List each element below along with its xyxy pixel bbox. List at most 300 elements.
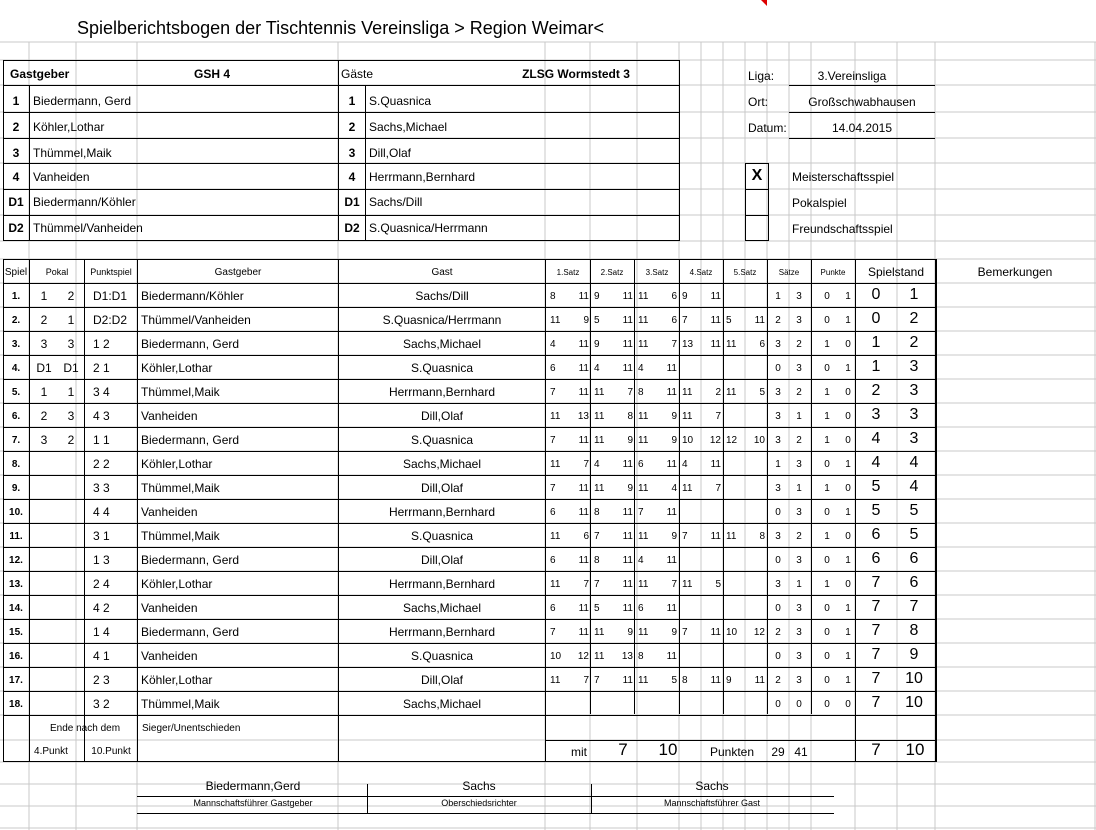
- spielstand-home: 7: [871, 622, 881, 639]
- set-score-away: 11: [622, 291, 633, 302]
- sieger-label: Sieger/Unentschieden: [142, 723, 241, 734]
- punktspiel: 3 3: [93, 481, 110, 495]
- spielstand-home: 7: [871, 574, 881, 591]
- spielstand-away: 1: [909, 286, 919, 303]
- game-away-player: Herrmann,Bernhard: [388, 505, 496, 519]
- away-team-name: ZLSG Wormstedt 3: [522, 67, 630, 81]
- away-player-number: 1: [348, 94, 356, 108]
- match-type-label: Meisterschaftsspiel: [792, 170, 895, 184]
- punkte-home: 1: [824, 579, 830, 590]
- set-score-away: 7: [583, 675, 589, 686]
- punkte-away: 1: [845, 627, 851, 638]
- game-home-player: Köhler,Lothar: [141, 673, 213, 687]
- punkte-home: 0: [824, 675, 830, 686]
- header-spielstand: Spielstand: [867, 265, 925, 279]
- match-type-mark: X: [751, 167, 763, 184]
- set-score-away: 4: [671, 483, 677, 494]
- away-player-name: S.Quasnica/Herrmann: [369, 221, 488, 235]
- saetze-away: 1: [796, 483, 802, 494]
- set-score-home: 7: [638, 507, 644, 518]
- spielstand-away: 10: [905, 694, 923, 711]
- set-score-away: 6: [671, 291, 677, 302]
- game-away-player: S.Quasnica/Herrmann: [382, 313, 502, 327]
- game-home-player: Biedermann, Gerd: [141, 433, 240, 447]
- set-score-away: 8: [627, 411, 633, 422]
- mit-away-score: 10: [658, 740, 678, 759]
- punktspiel: 2 4: [93, 577, 110, 591]
- saetze-home: 0: [775, 651, 781, 662]
- punktspiel: 2 3: [93, 673, 110, 687]
- spielstand-away: 5: [909, 502, 919, 519]
- punkte-away: 1: [845, 651, 851, 662]
- home-player-name: Biedermann/Köhler: [33, 195, 136, 209]
- set-score-away: 11: [666, 387, 677, 398]
- home-player-name: Vanheiden: [33, 170, 90, 184]
- spielstand-away: 6: [909, 550, 919, 567]
- set-score-away: 11: [622, 315, 633, 326]
- pokal-home: 3: [40, 433, 48, 447]
- set-score-home: 8: [550, 291, 556, 302]
- spielstand-home: 4: [871, 430, 881, 447]
- game-number: 7.: [11, 435, 21, 446]
- spielstand-away: 8: [909, 622, 919, 639]
- set-score-away: 11: [578, 363, 589, 374]
- game-number: 13.: [9, 579, 23, 590]
- set-score-home: 11: [638, 411, 649, 422]
- game-away-player: Herrmann,Bernhard: [388, 577, 496, 591]
- punkte-home: 1: [824, 411, 830, 422]
- spielstand-home: 5: [871, 502, 881, 519]
- spielstand-home: 3: [871, 406, 881, 423]
- punkte-away: 1: [845, 315, 851, 326]
- header-gastgeber: Gastgeber: [214, 267, 262, 278]
- final-score-home: 7: [871, 740, 881, 759]
- punkte-home: 0: [824, 699, 830, 710]
- set-score-away: 11: [622, 507, 633, 518]
- set-score-away: 11: [666, 507, 677, 518]
- game-number: 15.: [9, 627, 23, 638]
- set-score-home: 13: [682, 339, 694, 350]
- set-score-home: 11: [682, 387, 693, 398]
- set-score-home: 11: [682, 579, 693, 590]
- home-player-number: 4: [12, 170, 20, 184]
- away-player-number: D1: [344, 195, 360, 209]
- set-score-away: 5: [715, 579, 721, 590]
- pokal-home: 1: [40, 385, 48, 399]
- punktspiel: D2:D2: [93, 313, 128, 327]
- set-score-away: 11: [622, 675, 633, 686]
- set-score-home: 4: [682, 459, 688, 470]
- saetze-total-home: 29: [771, 745, 785, 759]
- game-number: 8.: [11, 459, 21, 470]
- set-score-away: 11: [710, 459, 721, 470]
- set-score-away: 11: [754, 675, 765, 686]
- pokal-home: 2: [40, 409, 48, 423]
- set-score-away: 9: [671, 531, 677, 542]
- set-score-home: 11: [726, 339, 737, 350]
- pokal-home: 3: [40, 337, 48, 351]
- saetze-away: 3: [796, 675, 802, 686]
- set-score-home: 7: [550, 627, 556, 638]
- set-score-away: 11: [622, 531, 633, 542]
- saetze-home: 0: [775, 555, 781, 566]
- set-score-home: 6: [638, 459, 644, 470]
- header-saetze: Sätze: [778, 268, 800, 277]
- set-score-home: 8: [594, 507, 600, 518]
- home-player-number: 1: [12, 94, 20, 108]
- set-score-home: 11: [682, 411, 693, 422]
- spielstand-away: 3: [909, 358, 919, 375]
- spielstand-away: 3: [909, 382, 919, 399]
- pokal-away: 2: [67, 433, 75, 447]
- saetze-total-away: 41: [794, 745, 808, 759]
- set-score-home: 11: [594, 411, 605, 422]
- spielstand-away: 2: [909, 310, 919, 327]
- game-number: 10.: [9, 507, 23, 518]
- match-type-label: Pokalspiel: [792, 196, 847, 210]
- set-score-away: 11: [666, 603, 677, 614]
- cell-marker-icon: [761, 0, 767, 6]
- saetze-home: 3: [775, 411, 781, 422]
- saetze-home: 0: [775, 507, 781, 518]
- spielstand-away: 9: [909, 646, 919, 663]
- punkte-home: 0: [824, 291, 830, 302]
- saetze-home: 3: [775, 531, 781, 542]
- set-score-home: 11: [594, 387, 605, 398]
- game-away-player: S.Quasnica: [410, 649, 474, 663]
- game-away-player: Herrmann,Bernhard: [388, 385, 496, 399]
- punkte-away: 0: [845, 339, 851, 350]
- final-score-away: 10: [905, 740, 925, 759]
- saetze-away: 3: [796, 315, 802, 326]
- spielstand-away: 4: [909, 454, 919, 471]
- game-number: 6.: [11, 411, 21, 422]
- game-home-player: Thümmel,Maik: [141, 529, 220, 543]
- set-score-away: 11: [666, 363, 677, 374]
- set-score-home: 4: [638, 555, 644, 566]
- match-type-label: Freundschaftsspiel: [792, 222, 893, 236]
- game-away-player: Dill,Olaf: [420, 553, 464, 567]
- set-score-away: 11: [666, 459, 677, 470]
- datum-value: 14.04.2015: [831, 121, 893, 135]
- pokal-home: 1: [40, 289, 48, 303]
- saetze-home: 3: [775, 339, 781, 350]
- home-player-number: D1: [8, 195, 24, 209]
- game-home-player: Vanheiden: [141, 505, 198, 519]
- spielstand-away: 10: [905, 670, 923, 687]
- set-score-away: 11: [622, 603, 633, 614]
- game-away-player: S.Quasnica: [410, 433, 474, 447]
- punktspiel: D1:D1: [93, 289, 128, 303]
- game-away-player: Dill,Olaf: [420, 481, 464, 495]
- set-score-home: 6: [550, 363, 556, 374]
- signature-role: Mannschaftsführer Gast: [663, 798, 761, 808]
- game-home-player: Köhler,Lothar: [141, 577, 213, 591]
- set-score-away: 11: [578, 555, 589, 566]
- set-score-home: 7: [550, 387, 556, 398]
- punkte-away: 1: [845, 675, 851, 686]
- punktspiel: 2 1: [93, 361, 110, 375]
- set-score-away: 9: [671, 411, 677, 422]
- set-score-home: 7: [682, 531, 688, 542]
- punkte-away: 1: [845, 603, 851, 614]
- set-score-away: 11: [710, 291, 721, 302]
- set-score-away: 11: [578, 339, 589, 350]
- game-away-player: Dill,Olaf: [420, 673, 464, 687]
- spielstand-home: 7: [871, 646, 881, 663]
- set-score-away: 11: [666, 651, 677, 662]
- punkten-label: Punkten: [710, 745, 755, 759]
- saetze-away: 3: [796, 627, 802, 638]
- game-home-player: Thümmel,Maik: [141, 385, 220, 399]
- set-score-away: 13: [621, 651, 633, 662]
- pokal-away: 2: [67, 289, 75, 303]
- set-score-away: 11: [578, 387, 589, 398]
- mit-home-score: 7: [618, 740, 628, 759]
- set-score-home: 11: [638, 675, 649, 686]
- punktspiel: 4 2: [93, 601, 110, 615]
- set-score-home: 4: [550, 339, 556, 350]
- game-away-player: S.Quasnica: [410, 529, 474, 543]
- punkt-10-label: 10.Punkt: [91, 746, 131, 757]
- set-score-away: 11: [622, 363, 633, 374]
- saetze-home: 3: [775, 579, 781, 590]
- game-home-player: Köhler,Lothar: [141, 361, 213, 375]
- header-satz-2: 2.Satz: [600, 268, 624, 277]
- set-score-away: 11: [578, 507, 589, 518]
- home-team-name: GSH 4: [193, 67, 231, 81]
- signature-name: Sachs: [695, 779, 729, 793]
- set-score-home: 7: [550, 483, 556, 494]
- spielstand-away: 3: [909, 430, 919, 447]
- spielstand-away: 3: [909, 406, 919, 423]
- spielstand-home: 0: [871, 286, 881, 303]
- set-score-away: 7: [583, 579, 589, 590]
- home-team-label: Gastgeber: [10, 67, 70, 81]
- saetze-away: 2: [796, 387, 802, 398]
- set-score-home: 11: [594, 483, 605, 494]
- set-score-home: 11: [638, 315, 649, 326]
- set-score-home: 4: [594, 459, 600, 470]
- set-score-away: 7: [715, 411, 721, 422]
- set-score-home: 11: [594, 435, 605, 446]
- game-number: 5.: [11, 387, 21, 398]
- set-score-away: 12: [577, 651, 589, 662]
- punkte-away: 0: [845, 699, 851, 710]
- set-score-home: 5: [594, 315, 600, 326]
- game-away-player: Sachs,Michael: [402, 337, 482, 351]
- set-score-home: 7: [594, 531, 600, 542]
- game-home-player: Thümmel,Maik: [141, 481, 220, 495]
- set-score-home: 11: [682, 483, 693, 494]
- punkte-away: 0: [845, 531, 851, 542]
- away-player-name: Sachs/Dill: [369, 195, 423, 209]
- punkte-away: 0: [845, 435, 851, 446]
- away-player-name: Sachs,Michael: [369, 120, 448, 134]
- header-pokal: Pokal: [45, 267, 69, 277]
- set-score-home: 8: [638, 651, 644, 662]
- set-score-away: 7: [627, 387, 633, 398]
- set-score-away: 13: [577, 411, 589, 422]
- spielstand-away: 5: [909, 526, 919, 543]
- set-score-away: 11: [578, 483, 589, 494]
- datum-label: Datum:: [748, 121, 787, 135]
- saetze-away: 3: [796, 507, 802, 518]
- set-score-home: 8: [682, 675, 688, 686]
- punkte-home: 1: [824, 483, 830, 494]
- saetze-home: 2: [775, 627, 781, 638]
- away-player-number: D2: [344, 221, 360, 235]
- liga-value: 3.Vereinsliga: [817, 69, 887, 83]
- game-home-player: Thümmel/Vanheiden: [141, 313, 251, 327]
- set-score-away: 11: [622, 555, 633, 566]
- header-satz-4: 4.Satz: [689, 268, 713, 277]
- signature-role: Mannschaftsführer Gastgeber: [193, 798, 313, 808]
- away-player-number: 3: [348, 146, 356, 160]
- punktspiel: 1 3: [93, 553, 110, 567]
- saetze-home: 0: [775, 603, 781, 614]
- signature-name: Biedermann,Gerd: [205, 779, 301, 793]
- set-score-home: 11: [550, 315, 561, 326]
- spielstand-away: 7: [909, 598, 919, 615]
- header-satz-1: 1.Satz: [556, 268, 580, 277]
- game-away-player: Sachs/Dill: [415, 289, 469, 303]
- punktspiel: 2 2: [93, 457, 110, 471]
- away-player-number: 2: [348, 120, 356, 134]
- set-score-away: 9: [671, 435, 677, 446]
- signature-name: Sachs: [462, 779, 496, 793]
- spielstand-home: 6: [871, 550, 881, 567]
- set-score-away: 9: [627, 435, 633, 446]
- away-team-label: Gäste: [341, 67, 374, 81]
- set-score-away: 9: [627, 483, 633, 494]
- set-score-home: 11: [726, 387, 737, 398]
- away-player-name: Dill,Olaf: [369, 146, 412, 160]
- header-punkte: Punkte: [820, 268, 846, 277]
- set-score-home: 9: [682, 291, 688, 302]
- set-score-home: 8: [638, 387, 644, 398]
- set-score-away: 9: [583, 315, 589, 326]
- set-score-home: 5: [726, 315, 732, 326]
- set-score-away: 11: [578, 435, 589, 446]
- game-number: 14.: [9, 603, 23, 614]
- set-score-away: 11: [622, 459, 633, 470]
- set-score-home: 11: [638, 579, 649, 590]
- spielstand-home: 6: [871, 526, 881, 543]
- spielstand-home: 7: [871, 694, 881, 711]
- saetze-home: 1: [775, 459, 781, 470]
- header-satz-5: 5.Satz: [733, 268, 757, 277]
- spielstand-home: 4: [871, 454, 881, 471]
- header-bemerkungen: Bemerkungen: [977, 265, 1053, 279]
- set-score-away: 5: [671, 675, 677, 686]
- set-score-away: 11: [578, 603, 589, 614]
- saetze-away: 3: [796, 603, 802, 614]
- set-score-away: 10: [753, 435, 765, 446]
- spielstand-home: 7: [871, 598, 881, 615]
- header-satz-3: 3.Satz: [645, 268, 669, 277]
- set-score-home: 9: [594, 339, 600, 350]
- set-score-away: 6: [583, 531, 589, 542]
- set-score-home: 11: [550, 675, 561, 686]
- saetze-away: 1: [796, 579, 802, 590]
- game-number: 3.: [11, 339, 21, 350]
- punktspiel: 3 1: [93, 529, 110, 543]
- punkte-away: 1: [845, 363, 851, 374]
- punktspiel: 1 4: [93, 625, 110, 639]
- game-away-player: S.Quasnica: [410, 361, 474, 375]
- game-home-player: Köhler,Lothar: [141, 457, 213, 471]
- set-score-home: 10: [726, 627, 738, 638]
- header-gast: Gast: [431, 267, 453, 278]
- punkte-away: 1: [845, 507, 851, 518]
- game-away-player: Herrmann,Bernhard: [388, 625, 496, 639]
- punkte-home: 0: [824, 315, 830, 326]
- set-score-home: 10: [682, 435, 694, 446]
- punkte-home: 1: [824, 531, 830, 542]
- game-home-player: Biedermann, Gerd: [141, 625, 240, 639]
- punkte-home: 0: [824, 459, 830, 470]
- away-player-name: S.Quasnica: [369, 94, 432, 108]
- away-player-number: 4: [348, 170, 356, 184]
- home-player-number: 3: [12, 146, 20, 160]
- saetze-home: 2: [775, 315, 781, 326]
- punkte-home: 0: [824, 555, 830, 566]
- punkte-home: 0: [824, 507, 830, 518]
- set-score-away: 6: [671, 315, 677, 326]
- saetze-away: 1: [796, 411, 802, 422]
- saetze-away: 0: [796, 699, 802, 710]
- game-number: 4.: [11, 363, 21, 374]
- saetze-home: 3: [775, 435, 781, 446]
- liga-label: Liga:: [748, 69, 775, 83]
- saetze-away: 3: [796, 363, 802, 374]
- set-score-home: 11: [550, 579, 561, 590]
- saetze-away: 3: [796, 291, 802, 302]
- set-score-home: 4: [638, 363, 644, 374]
- pokal-away: 3: [67, 409, 75, 423]
- punkte-away: 0: [845, 483, 851, 494]
- set-score-away: 7: [583, 459, 589, 470]
- mit-label: mit: [571, 745, 587, 759]
- spielstand-home: 0: [871, 310, 881, 327]
- game-number: 18.: [9, 699, 23, 710]
- header-punktspiel: Punktspiel: [90, 267, 132, 277]
- punktspiel: 3 2: [93, 697, 110, 711]
- set-score-away: 11: [666, 555, 677, 566]
- pokal-home: 2: [40, 313, 48, 327]
- punkte-away: 1: [845, 291, 851, 302]
- game-home-player: Vanheiden: [141, 409, 198, 423]
- set-score-away: 7: [715, 483, 721, 494]
- saetze-away: 3: [796, 459, 802, 470]
- saetze-away: 2: [796, 435, 802, 446]
- set-score-away: 11: [710, 531, 721, 542]
- signature-role: Oberschiedsrichter: [441, 798, 517, 808]
- home-player-name: Köhler,Lothar: [33, 120, 105, 134]
- set-score-away: 12: [753, 627, 765, 638]
- set-score-away: 11: [710, 627, 721, 638]
- ort-value: Großschwabhausen: [808, 95, 916, 109]
- header-spiel: Spiel: [4, 267, 28, 278]
- set-score-home: 6: [550, 507, 556, 518]
- spielstand-home: 1: [871, 334, 881, 351]
- punktspiel: 4 1: [93, 649, 110, 663]
- set-score-home: 11: [550, 531, 561, 542]
- set-score-away: 7: [671, 579, 677, 590]
- game-away-player: Sachs,Michael: [402, 601, 482, 615]
- set-score-home: 11: [638, 291, 649, 302]
